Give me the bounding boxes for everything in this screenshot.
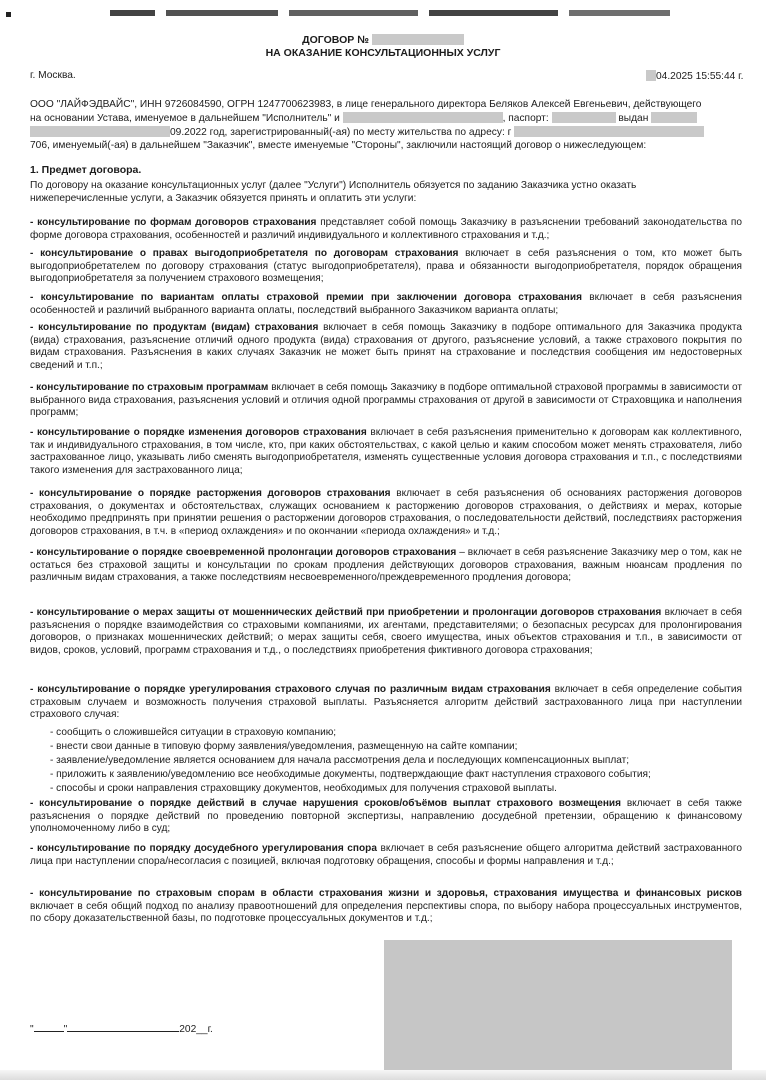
date-field bbox=[646, 70, 743, 83]
subject-intro-2: нижеперечисленные услуги, а Заказчик обязуется принять и оплатить эти услуги: bbox=[30, 193, 417, 204]
parties-line-3 bbox=[30, 126, 704, 139]
service-label: - консультирование о порядке изменения договоров страхования bbox=[30, 427, 367, 438]
service-fraud-protection bbox=[30, 607, 742, 657]
parties-line-2 bbox=[30, 112, 697, 125]
service-label: - консультирование по вариантам оплаты страховой премии при заключении договора страхования bbox=[30, 292, 582, 303]
service-label: - консультирование о порядке своевременной пролонгации договоров страхования bbox=[30, 547, 457, 558]
date-quote-open: " bbox=[30, 1024, 34, 1035]
service-label: - консультирование по страховым программам bbox=[30, 382, 269, 393]
claim-step: - приложить к заявлению/уведомлению все необходимые документы, подтверждающие факт наступления страхового события; bbox=[50, 769, 651, 780]
service-text: включает в себя разъяснения об основаниях расторжения договоров страхования, о документах и обстоятельствах, служащих основанием к расторжению договоров страхования, о действиях и мерах, которые необходимо предпринять при принятии решения о расторжении договоров страхования, о последовательности действий, последствиях расторжения договоров страхования, в т.ч. в «период охлаждения» и по окончании «периода охлаждения» и т.д.; bbox=[30, 488, 742, 537]
day-blank bbox=[34, 1022, 64, 1032]
section-heading: 1. Предмет договора. bbox=[30, 164, 142, 176]
service-text: включает в себя разъяснения о том, кто может быть выгодоприобретателем по договору страхования (статус выгодоприобретателя), права и обязанности выгодоприобретателя, порядок обращения выгодоприобретателя за получением страхового возмещения; bbox=[30, 248, 742, 285]
service-contract-changes bbox=[30, 427, 742, 477]
scan-mark bbox=[6, 12, 11, 17]
contract-title-text: ДОГОВОР № bbox=[302, 34, 369, 46]
service-text: включает в себя разъяснение общего алгоритма действий застрахованного лица при наступлении спора/несогласия с позицией, включая подготовку обращения, способы и формы направления и т.д.; bbox=[30, 843, 742, 867]
claim-step: - заявление/уведомление является основанием для начала рассмотрения дела и последующих компенсационных выплат; bbox=[50, 755, 630, 766]
service-premium-payment bbox=[30, 292, 742, 317]
contract-title bbox=[0, 34, 766, 46]
service-label: - консультирование о мерах защиты от мошеннических действий при приобретении и пролонгации договоров страхования bbox=[30, 607, 662, 618]
claim-step: - способы и сроки направления страховщику документов, необходимых для получения страховой выплаты. bbox=[50, 783, 557, 794]
service-text: включает в себя помощь Заказчику в подборе оптимальной страховой программы в зависимости от выбранного вида страхования, разъяснения условий и отличия одной программы страхования от другой в зависимости от Страховщика и наполнения программ; bbox=[30, 382, 742, 419]
service-termination bbox=[30, 488, 742, 538]
city: г. Москва. bbox=[30, 70, 76, 81]
service-text: включает в себя также разъяснения о порядке действий по проведению повторной экспертизы, направлению досудебной претензии, обращению к финансовому уполномоченному либо в суд; bbox=[30, 798, 742, 835]
service-payment-violations bbox=[30, 798, 742, 836]
parties-line-3-text: 09.2022 год, зарегистрированный(-ая) по месту жительства по адресу: г bbox=[170, 127, 512, 138]
service-products bbox=[30, 322, 742, 372]
service-disputes bbox=[30, 888, 742, 926]
service-label: - консультирование по порядку досудебного урегулирования спора bbox=[30, 843, 377, 854]
service-label: - консультирование о порядке урегулирования страхового случая по различным видам страхования bbox=[30, 684, 551, 695]
redacted-issuer bbox=[651, 112, 697, 123]
year-text: 202__г. bbox=[179, 1024, 213, 1035]
service-label: - консультирование по формам договоров страхования bbox=[30, 217, 317, 228]
redacted-contract-number bbox=[372, 34, 464, 45]
service-text: представляет собой помощь Заказчику в разъяснении требований законодательства по форме договора страхования, особенностей и различий индивидуального и коллективного страхования и т.д.; bbox=[30, 217, 742, 241]
redacted-date-part bbox=[646, 70, 656, 81]
redacted-customer-name bbox=[343, 112, 503, 123]
claim-step: - внести свои данные в типовую форму заявления/уведомления, размещенную на сайте компании; bbox=[50, 741, 518, 752]
parties-line-2-text: на основании Устава, именуемое в дальнейшем "Исполнитель" и bbox=[30, 113, 340, 124]
redacted-passport bbox=[552, 112, 616, 123]
service-beneficiary bbox=[30, 248, 742, 286]
service-text: включает в себя разъяснения особенностей и различий выбранного варианта оплаты, последствий выбранного Заказчиком варианта оплаты; bbox=[30, 292, 742, 316]
scan-edge-artifact bbox=[110, 10, 670, 16]
page-bottom-edge bbox=[0, 1070, 766, 1080]
service-pretrial bbox=[30, 843, 742, 868]
subject-intro-1: По договору на оказание консультационных услуг (далее "Услуги") Исполнитель обязуется по заданию Заказчика устно оказать bbox=[30, 180, 637, 191]
service-text: включает в себя определение события страховым случаем и возможность получения страховой выплаты. Разъясняется алгоритм действий застрахованного лица при наступлении страхового случая: bbox=[30, 684, 743, 721]
passport-label: , паспорт: bbox=[502, 113, 549, 124]
date-quote-close: " bbox=[63, 1024, 68, 1035]
service-text: включает в себя разъяснения о порядке взаимодействия со страховыми компаниями, их агентами, представителями; о безопасных ресурсах для пролонгирования договоров, о признаках мошеннических действий; о мерах защиты себя, своего имущества, иных объектов страхования и т.п., в зависимости от видов, сроков, условий, программ страхования и т.д., о последствиях приобретения фиктивного договора страхования; bbox=[30, 607, 742, 656]
service-label: - консультирование о порядке расторжения договоров страхования bbox=[30, 488, 391, 499]
service-text: включает в себя разъяснения применительно к договорам как коллективного, так и индивидуального страхования, в том числе, кто, при каких обстоятельствах, с какой целью и каким способом может менять страхователя, либо застрахованное лицо, указывать либо сменять выгодоприобретателя, изменять существенные условия договора страхования и т.п., с последствиями такого изменения для застрахованного лица; bbox=[30, 427, 742, 476]
signature-date-line bbox=[30, 1022, 213, 1035]
redacted-address bbox=[514, 126, 704, 137]
month-blank bbox=[67, 1022, 179, 1032]
service-text: включает в себя общий подход по анализу правоотношений для определения перспективы спора, по выбору набора процессуальных инструментов, по сбору доказательственной базы, по подготовке процессуальных документов и т.д.; bbox=[30, 900, 742, 925]
service-text: включает в себя помощь Заказчику в подборе оптимального для Заказчика продукта (вида) страхования, разъяснение отличий одного продукта (вида) страхования от другого, разъяснение условий, а также страхового покрытия по видам страхования. Разъяснения в каких случаях Заказчик не может быть принят на страхование и последствия сообщения им недостоверных сведений и т.п.; bbox=[30, 322, 742, 371]
parties-line-4: 706, именуемый(-ая) в дальнейшем "Заказчик", вместе именуемые "Стороны", заключили настоящий договор о нижеследующем: bbox=[30, 140, 647, 151]
parties-line-1: ООО "ЛАЙФЭДВАЙС", ИНН 9726084590, ОГРН 1247700623983, в лице генерального директора Беляков Алексей Евгеньевич, действующего bbox=[30, 99, 702, 110]
redacted-signature-block bbox=[384, 940, 732, 1072]
service-claim-settlement bbox=[30, 684, 742, 722]
redacted-issue-date bbox=[30, 126, 170, 137]
service-label: - консультирование по продуктам (видам) страхования bbox=[30, 322, 319, 333]
service-label: - консультирование о правах выгодоприобретателя по договорам страхования bbox=[30, 248, 459, 259]
service-text: – включает в себя разъяснение Заказчику мер о том, как не остаться без страховой защиты и консультации по срокам продления действующих договоров страхования, важным нюансам продления по различным видам страхования, а также последствиям несвоевременного/преждевременного продления договора; bbox=[30, 547, 742, 584]
service-prolongation bbox=[30, 547, 742, 585]
issued-label: выдан bbox=[618, 113, 649, 124]
service-label: - консультирование по страховым спорам в области страхования жизни и здоровья, страхования имущества и финансовых рисков bbox=[30, 888, 742, 899]
datetime-text: 04.2025 15:55:44 г. bbox=[656, 71, 744, 82]
service-programs bbox=[30, 382, 742, 420]
contract-subtitle: НА ОКАЗАНИЕ КОНСУЛЬТАЦИОННЫХ УСЛУГ bbox=[265, 47, 501, 59]
claim-step: - сообщить о сложившейся ситуации в страховую компанию; bbox=[50, 727, 337, 738]
service-label: - консультирование о порядке действий в случае нарушения сроков/объёмов выплат страхового возмещения bbox=[30, 798, 622, 809]
service-forms bbox=[30, 217, 742, 242]
